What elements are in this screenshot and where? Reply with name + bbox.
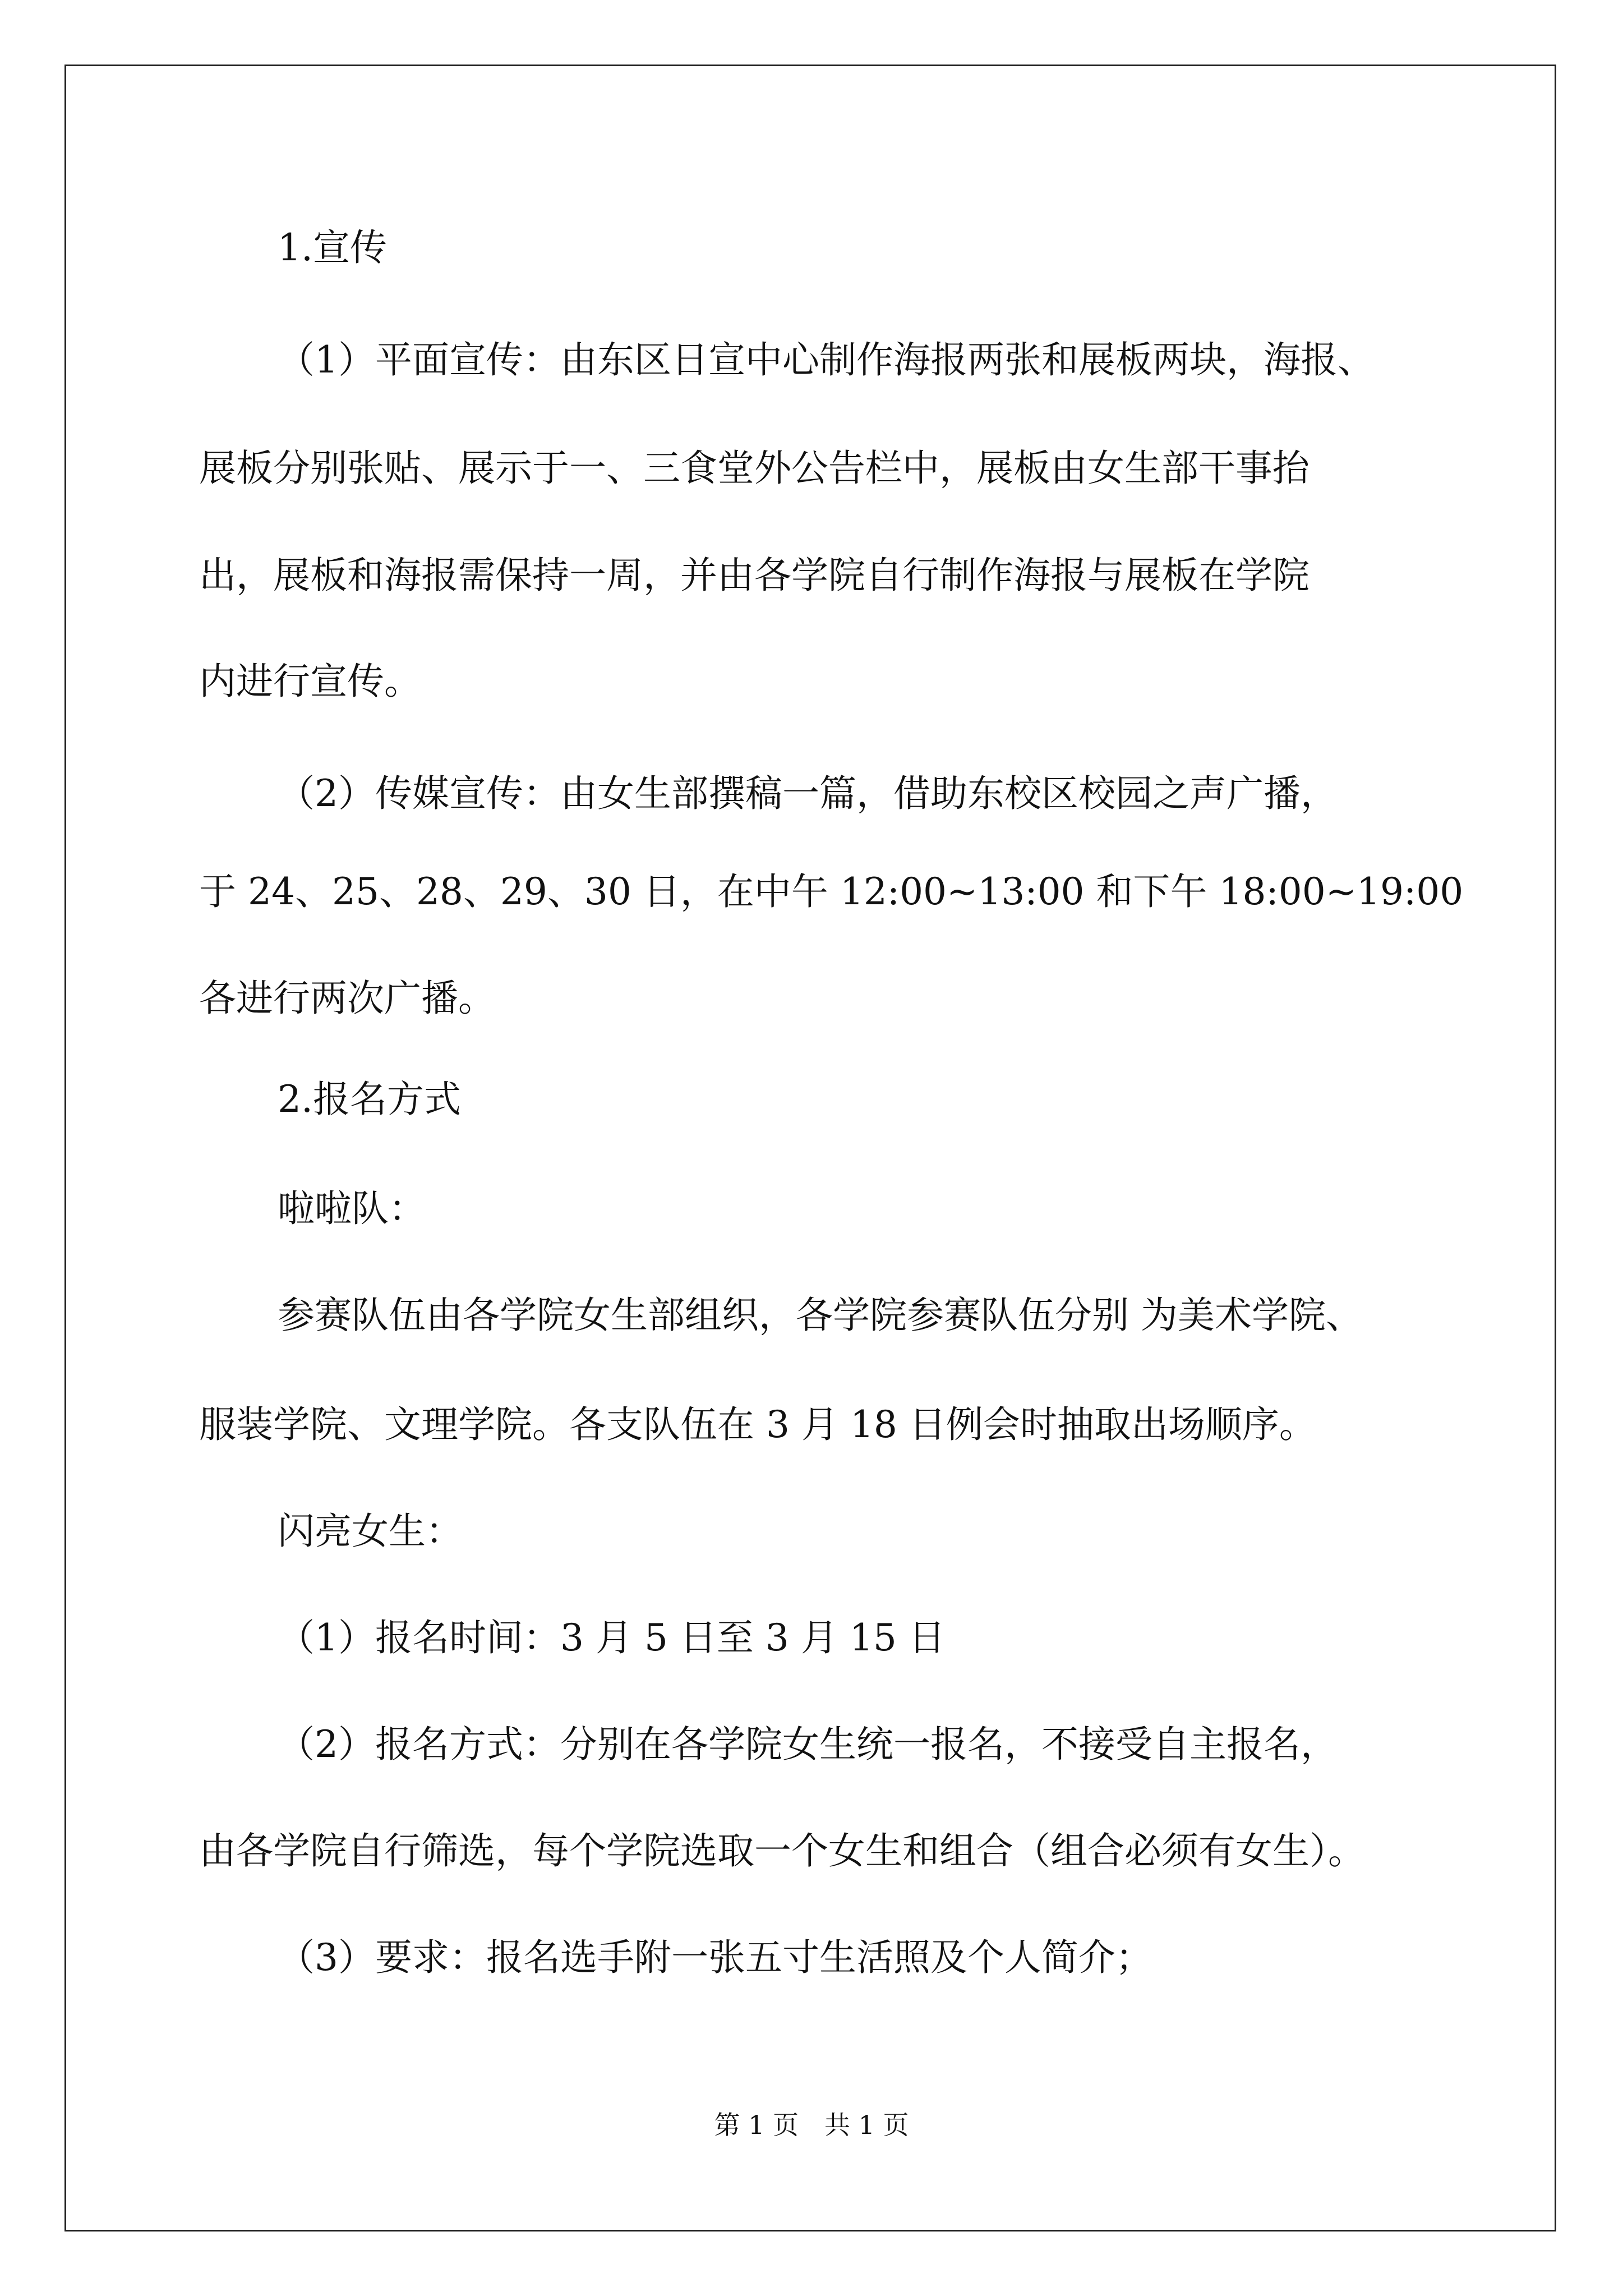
heading-registration: 2.报名方式: [278, 1078, 461, 1121]
paragraph-line: （1）平面宣传：由东区日宣中心制作海报两张和展板两块，海报、: [278, 338, 1375, 381]
paragraph-line: 于 24、25、28、29、30 日，在中午 12:00~13:00 和下午 18:00~19:00: [199, 870, 1464, 913]
subheading-cheerleading: 啦啦队：: [278, 1187, 426, 1230]
subheading-shining-girls: 闪亮女生：: [278, 1510, 463, 1553]
paragraph-line: （1）报名时间：3 月 5 日至 3 月 15 日: [278, 1616, 946, 1659]
paragraph-line: 服装学院、文理学院。各支队伍在 3 月 18 日例会时抽取出场顺序。: [199, 1403, 1316, 1446]
paragraph-line: 各进行两次广播。: [199, 977, 495, 1020]
paragraph-line: 出，展板和海报需保持一周，并由各学院自行制作海报与展板在学院: [199, 554, 1310, 597]
page-border: [64, 65, 1556, 2231]
paragraph-line: 展板分别张贴、展示于一、三食堂外公告栏中，展板由女生部干事抬: [199, 447, 1310, 490]
paragraph-line: 由各学院自行筛选，每个学院选取一个女生和组合（组合必须有女生）。: [199, 1829, 1365, 1872]
paragraph-line: 内进行宣传。: [199, 660, 421, 703]
heading-publicity: 1.宣传: [278, 226, 387, 269]
paragraph-line: （2）传媒宣传：由女生部撰稿一篇，借助东校区校园之声广播，: [278, 772, 1338, 815]
paragraph-line: 参赛队伍由各学院女生部组织，各学院参赛队伍分别 为美术学院、: [278, 1294, 1363, 1337]
paragraph-line: （2）报名方式：分别在各学院女生统一报名，不接受自主报名，: [278, 1723, 1338, 1766]
paragraph-line: （3）要求：报名选手附一张五寸生活照及个人简介；: [278, 1936, 1152, 1979]
page-footer: 第 1 页 共 1 页: [714, 2110, 909, 2140]
